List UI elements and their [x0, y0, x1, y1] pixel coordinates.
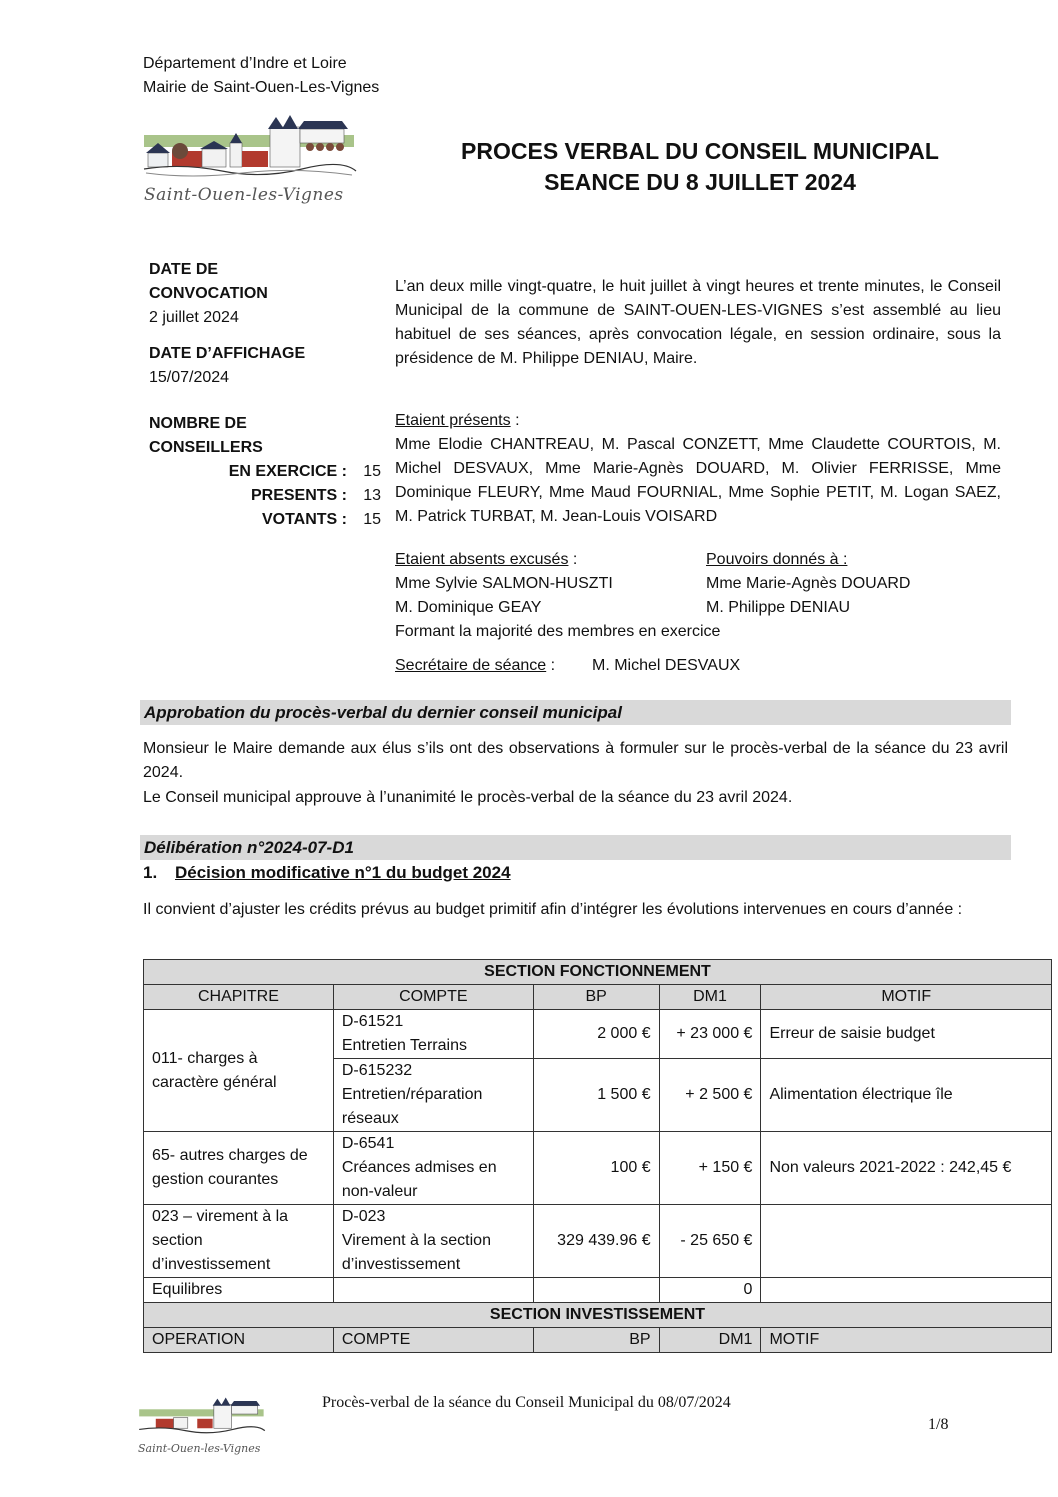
secretaire-name: M. Michel DESVAUX [592, 657, 741, 674]
absents-colon: : [568, 551, 578, 568]
affichage-label: DATE D’AFFICHAGE [149, 345, 306, 362]
page-title [400, 136, 1000, 198]
cell-motif: Alimentation électrique île [761, 1059, 1052, 1132]
cell-compte [333, 1059, 533, 1132]
cell-bp: 1 500 € [533, 1059, 659, 1132]
majorite-text: Formant la majorité des membres en exercice [395, 623, 721, 640]
compte-label: Créances admises en non-valeur [341, 1159, 497, 1200]
compte-code: D-023 [341, 1208, 386, 1225]
footer-text: Procès-verbal de la séance du Conseil Municipal du 08/07/2024 [322, 1394, 731, 1411]
village-illustration-icon [138, 1394, 266, 1440]
presents-label: Etaient présents [395, 412, 511, 429]
cell-dm1: + 2 500 € [659, 1059, 761, 1132]
cell-dm1: + 23 000 € [659, 1010, 761, 1059]
nombre-label-1: NOMBRE DE [149, 415, 247, 432]
cell-chapitre: 023 – virement à la section d’investissement [144, 1205, 334, 1278]
table-row [144, 1205, 1052, 1278]
count-label: PRESENTS : [250, 487, 347, 504]
compte-label: Entretien Terrains [341, 1037, 467, 1054]
presents-heading [395, 409, 1001, 433]
column-header-row [144, 985, 1052, 1010]
count-label: VOTANTS : [261, 511, 347, 528]
cell-compte [333, 1205, 533, 1278]
col-bp: BP [533, 985, 659, 1010]
equilibre-row [144, 1278, 1052, 1303]
cell-compte [333, 1010, 533, 1059]
cell-dm1: + 150 € [659, 1132, 761, 1205]
secretaire-line [395, 654, 1001, 678]
cell-chapitre: 011- charges à caractère général [144, 1010, 334, 1132]
count-votants [149, 508, 381, 532]
count-value: 15 [363, 511, 381, 528]
count-label: EN EXERCICE : [228, 463, 347, 480]
count-en-exercice [149, 460, 381, 484]
count-value: 13 [363, 487, 381, 504]
pouvoirs-label: Pouvoirs donnés à : [706, 551, 848, 568]
section-investissement-header: SECTION INVESTISSEMENT [144, 1303, 1052, 1328]
cell-empty [333, 1278, 533, 1303]
compte-code: D-61521 [341, 1013, 404, 1030]
cell-bp: 329 439.96 € [533, 1205, 659, 1278]
commune-logo [142, 113, 358, 223]
absents-block [395, 548, 1001, 678]
deliberation-intro: Il convient d’ajuster les crédits prévus au budget primitif afin d’intégrer les évolutions intervenues en cours d’année : [143, 901, 963, 918]
approbation-paragraph-2: Le Conseil municipal approuve à l’unanimité le procès-verbal de la séance du 23 avril 2024. [143, 789, 793, 806]
title-line-1: PROCES VERBAL DU CONSEIL MUNICIPAL [461, 138, 939, 164]
deliberation-heading: Délibération n°2024-07-D1 [140, 835, 1011, 860]
mairie-name: Mairie de Saint-Ouen-Les-Vignes [143, 79, 380, 96]
nombre-label-2: CONSEILLERS [149, 439, 263, 456]
title-line-2: SEANCE DU 8 JUILLET 2024 [544, 169, 856, 195]
item-heading [143, 861, 511, 885]
col-motif: MOTIF [761, 985, 1052, 1010]
logo-script-text: Saint-Ouen-les-Vignes [144, 185, 344, 205]
compte-code: D-6541 [341, 1135, 395, 1152]
col-bp: BP [533, 1328, 659, 1353]
inv-column-header-row [144, 1328, 1052, 1353]
col-dm1: DM1 [659, 1328, 761, 1353]
col-compte: COMPTE [333, 985, 533, 1010]
absent-name: M. Dominique GEAY [395, 599, 542, 616]
approbation-paragraph-1: Monsieur le Maire demande aux élus s’ils ont des observations à formuler sur le procès-verbal de la séance du 23 avril 2024. [143, 740, 1008, 781]
cell-bp: 100 € [533, 1132, 659, 1205]
absents-label: Etaient absents excusés [395, 551, 569, 568]
presents-colon: : [510, 412, 520, 429]
table-row [144, 1010, 1052, 1059]
compte-label: Entretien/réparation réseaux [341, 1086, 483, 1127]
cell-motif: Non valeurs 2021-2022 : 242,45 € [761, 1132, 1052, 1205]
absent-name: Mme Sylvie SALMON-HUSZTI [395, 575, 613, 592]
col-motif: MOTIF [761, 1328, 1052, 1353]
budget-table [143, 959, 1052, 1353]
session-info-sidebar [149, 258, 389, 532]
convocation-label-1: DATE DE [149, 261, 219, 278]
secretaire-label: Secrétaire de séance [395, 657, 547, 674]
cell-compte [333, 1132, 533, 1205]
table-row [144, 1132, 1052, 1205]
count-value: 15 [363, 463, 381, 480]
compte-code: D-615232 [341, 1062, 413, 1079]
cell-equilibre-dm1: 0 [659, 1278, 761, 1303]
col-chapitre: CHAPITRE [144, 985, 334, 1010]
count-presents [149, 484, 381, 508]
compte-label: Virement à la section d’investissement [341, 1232, 491, 1273]
cell-equilibre-label: Equilibres [144, 1278, 334, 1303]
absents-heading [395, 548, 706, 572]
convocation-label-2: CONVOCATION [149, 285, 268, 302]
affichage-date: 15/07/2024 [149, 369, 230, 386]
cell-empty [533, 1278, 659, 1303]
department-name: Département d’Indre et Loire [143, 55, 347, 72]
cell-motif [761, 1205, 1052, 1278]
approbation-heading: Approbation du procès-verbal du dernier conseil municipal [140, 700, 1011, 725]
section-fonctionnement-row [144, 960, 1052, 985]
page-number: 1/8 [928, 1416, 949, 1433]
convocation-date: 2 juillet 2024 [149, 309, 239, 326]
item-title: Décision modificative n°1 du budget 2024 [175, 863, 511, 882]
pouvoir-name: Mme Marie-Agnès DOUARD [706, 575, 911, 592]
col-operation: OPERATION [144, 1328, 334, 1353]
presents-list: Mme Elodie CHANTREAU, M. Pascal CONZETT, Mme Claudette COURTOIS, M. Michel DESVAUX, Mme Marie-Agnès DOUARD, M. Olivier FERRISSE, Mme Dominique FLEURY, Mme Maud FOURNIAL, Mme Sophie PETIT, M. Logan SAEZ, M. Patrick TURBAT, M. Jean-Louis VOISARD [395, 436, 1001, 525]
cell-chapitre: 65- autres charges de gestion courantes [144, 1132, 334, 1205]
cell-motif: Erreur de saisie budget [761, 1010, 1052, 1059]
item-number: 1. [143, 863, 158, 882]
cell-empty [761, 1278, 1052, 1303]
section-investissement-row [144, 1303, 1052, 1328]
cell-dm1: - 25 650 € [659, 1205, 761, 1278]
cell-bp: 2 000 € [533, 1010, 659, 1059]
footer-logo [138, 1394, 266, 1464]
secretaire-colon: : [546, 657, 556, 674]
section-fonctionnement-header: SECTION FONCTIONNEMENT [144, 960, 1052, 985]
intro-paragraph: L’an deux mille vingt-quatre, le huit juillet à vingt heures et trente minutes, le Conseil Municipal de la commune de SAINT-OUEN-LES-VIGNES s’est assemblé au lieu habituel de ses séances, après convocation légale, en session ordinaire, sous la présidence de M. Philippe DENIAU, Maire. [395, 278, 1001, 367]
footer-logo-text: Saint-Ouen-les-Vignes [138, 1442, 261, 1455]
pouvoir-name: M. Philippe DENIAU [706, 599, 851, 616]
village-illustration-icon [142, 113, 358, 183]
col-dm1: DM1 [659, 985, 761, 1010]
col-compte: COMPTE [333, 1328, 533, 1353]
